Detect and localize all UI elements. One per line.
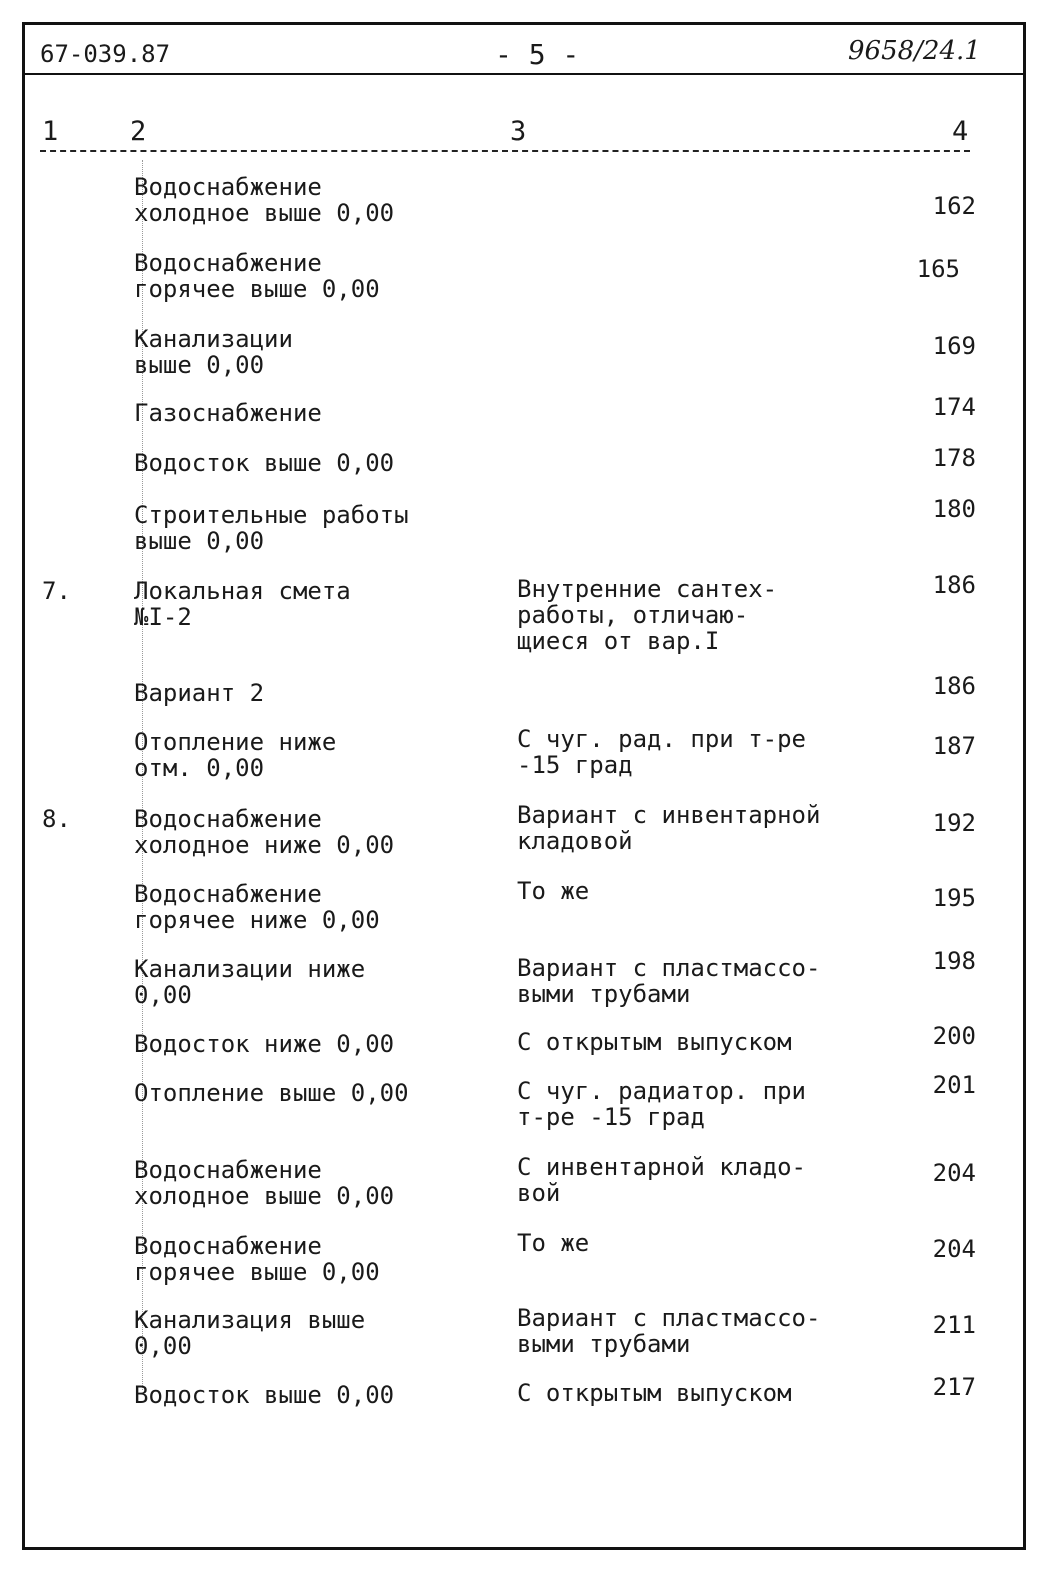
row-page: 200 — [932, 1022, 976, 1050]
row-note: Внутренние сантех- работы, отличаю- щиеся от вар.I — [517, 575, 778, 655]
row-note: С открытым выпуском — [517, 1379, 792, 1407]
column-header-1: 1 — [42, 116, 59, 147]
row-page: 180 — [932, 495, 976, 523]
row-note: Вариант с пластмассо- выми трубами — [517, 954, 821, 1008]
row-name: Локальная смета №I-2 — [134, 577, 351, 631]
row-page: 169 — [932, 332, 976, 360]
row-note: С чуг. рад. при т-ре -15 град — [517, 725, 806, 779]
page-number: - 5 - — [495, 38, 580, 71]
row-number: 8. — [42, 805, 71, 833]
row-name: Водосток выше 0,00 — [134, 449, 395, 477]
row-page: 192 — [932, 809, 976, 837]
row-name: Водосток выше 0,00 — [134, 1381, 395, 1409]
row-page: 195 — [932, 884, 976, 912]
row-name: Канализации выше 0,00 — [134, 325, 293, 379]
row-name: Канализация выше 0,00 — [134, 1306, 366, 1360]
row-name: Водоснабжение горячее ниже 0,00 — [134, 880, 380, 934]
row-page: 201 — [932, 1071, 976, 1099]
row-page: 178 — [932, 444, 976, 472]
row-page: 165 — [916, 255, 960, 283]
column-header-4: 4 — [952, 116, 969, 147]
row-name: Строительные работы выше 0,00 — [134, 501, 409, 555]
row-page: 198 — [932, 947, 976, 975]
row-name: Вариант 2 — [134, 679, 265, 707]
row-name: Канализации ниже 0,00 — [134, 955, 366, 1009]
row-page: 186 — [932, 672, 976, 700]
row-page: 186 — [932, 571, 976, 599]
row-page: 211 — [932, 1311, 976, 1339]
row-name: Газоснабжение — [134, 399, 322, 427]
row-note: С инвентарной кладо- вой — [517, 1153, 806, 1207]
row-page: 174 — [932, 393, 976, 421]
row-page: 162 — [932, 192, 976, 220]
row-note: То же — [517, 877, 590, 905]
row-page: 187 — [932, 732, 976, 760]
row-name: Водоснабжение холодное выше 0,00 — [134, 173, 395, 227]
row-page: 204 — [932, 1159, 976, 1187]
row-note: С чуг. радиатор. при т-ре -15 град — [517, 1077, 806, 1131]
row-note: С открытым выпуском — [517, 1028, 792, 1056]
row-name: Водоснабжение горячее выше 0,00 — [134, 1232, 380, 1286]
row-name: Водоснабжение горячее выше 0,00 — [134, 249, 380, 303]
row-note: Вариант с инвентарной кладовой — [517, 801, 821, 855]
row-number: 7. — [42, 577, 71, 605]
row-name: Отопление выше 0,00 — [134, 1079, 409, 1107]
header-divider — [22, 73, 1026, 75]
column-header-2: 2 — [130, 116, 147, 147]
row-name: Водоснабжение холодное выше 0,00 — [134, 1156, 395, 1210]
row-note: То же — [517, 1229, 590, 1257]
document-reference: 9658/24.1 — [848, 36, 981, 66]
header-dashed-rule — [40, 150, 970, 152]
column-header-3: 3 — [510, 116, 527, 147]
document-code: 67-039.87 — [40, 40, 171, 68]
row-name: Отопление ниже отм. 0,00 — [134, 728, 337, 782]
row-name: Водосток ниже 0,00 — [134, 1030, 395, 1058]
row-page: 204 — [932, 1235, 976, 1263]
row-page: 217 — [932, 1373, 976, 1401]
row-name: Водоснабжение холодное ниже 0,00 — [134, 805, 395, 859]
row-note: Вариант с пластмассо- выми трубами — [517, 1304, 821, 1358]
